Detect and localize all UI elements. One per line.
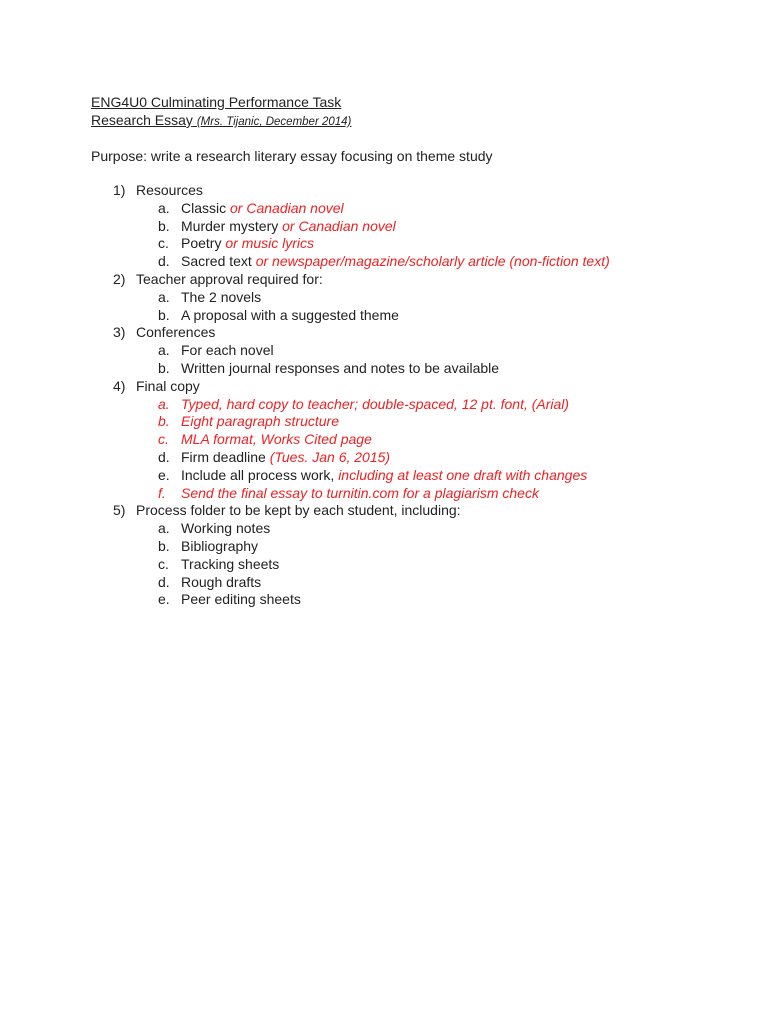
item-number: 1) (113, 182, 126, 198)
essay-title: Research Essay (91, 112, 193, 128)
outline-subitem (0, 467, 768, 485)
subitem-plain-text: Classic (181, 199, 231, 216)
item-number: 5) (113, 502, 126, 519)
subitem-plain-text: Sacred text (181, 253, 256, 270)
subitem-text (181, 574, 261, 592)
subitem-letter: d. (158, 253, 170, 270)
outline-item (0, 378, 768, 396)
subitem-revision-text: (Tues. Jan 6, 2015) (269, 448, 391, 465)
item-number: 4) (113, 377, 126, 394)
outline-item (0, 324, 768, 342)
subitem-letter: a. (158, 520, 170, 537)
subitem-revision-text: or Canadian novel (282, 217, 396, 234)
subitem-text (181, 431, 372, 449)
subitem-text (181, 200, 344, 218)
subitem-plain-text: Include all process work, (181, 466, 339, 483)
item-number: 3) (113, 324, 126, 341)
subitem-text (181, 467, 587, 485)
subitem-plain-text: Bibliography (181, 537, 259, 554)
subitem-letter: b. (158, 217, 170, 234)
subitem-text (181, 591, 301, 609)
outline-subitem (0, 307, 768, 325)
essay-note: (Mrs. Tijanic, December 2014) (196, 116, 352, 128)
outline-subitem (0, 342, 768, 360)
subitem-text (181, 360, 499, 378)
item-number: 2) (113, 270, 126, 287)
subitem-plain-text: Written journal responses and notes to be available (181, 359, 500, 376)
subitem-text (181, 396, 569, 414)
subitem-text (181, 449, 390, 467)
subitem-letter: f. (158, 484, 166, 501)
subitem-plain-text: For each novel (181, 342, 274, 359)
subitem-letter: e. (158, 466, 170, 483)
item-text: Resources (136, 182, 203, 198)
outline-subitem (0, 413, 768, 431)
subitem-letter: e. (158, 591, 170, 608)
subitem-letter: b. (158, 537, 170, 554)
subitem-revision-text: MLA format, Works Cited page (181, 431, 372, 448)
outline-subitem (0, 556, 768, 574)
outline-subitem (0, 520, 768, 538)
outline-item (0, 182, 768, 200)
outline-item (0, 502, 768, 520)
outline-subitem (0, 200, 768, 218)
outline-subitem (0, 360, 768, 378)
subitem-text (181, 253, 610, 271)
subitem-letter: a. (158, 395, 170, 412)
outline-subitem (0, 485, 768, 503)
outline-subitem (0, 235, 768, 253)
outline-item (0, 271, 768, 289)
subitem-text (181, 307, 399, 325)
subitem-plain-text: Working notes (181, 520, 271, 537)
item-text: Process folder to be kept by each student, including: (136, 502, 461, 519)
subitem-plain-text: Peer editing sheets (181, 591, 301, 608)
course-title: ENG4U0 Culminating Performance Task (91, 94, 342, 110)
outline-subitem (0, 431, 768, 449)
subitem-letter: b. (158, 359, 170, 376)
outline-subitem (0, 289, 768, 307)
subitem-revision-text: or music lyrics (225, 235, 315, 252)
outline-subitem (0, 396, 768, 414)
subitem-letter: c. (158, 235, 169, 252)
subitem-plain-text: The 2 novels (181, 288, 262, 305)
item-text: Teacher approval required for: (136, 270, 323, 287)
outline-subitem (0, 591, 768, 609)
outline-subitem (0, 253, 768, 271)
outline-subitem (0, 218, 768, 236)
subitem-letter: d. (158, 573, 170, 590)
subitem-text (181, 342, 274, 360)
subitem-text (181, 218, 396, 236)
outline-subitem (0, 538, 768, 556)
outline-subitem (0, 574, 768, 592)
subitem-letter: a. (158, 342, 170, 359)
subitem-letter: b. (158, 306, 170, 323)
subitem-text (181, 538, 258, 556)
subitem-revision-text: Send the final essay to turnitin.com for a plagiarism check (181, 484, 539, 501)
subitem-text (181, 485, 539, 503)
subitem-revision-text: Eight paragraph structure (181, 413, 339, 430)
subitem-revision-text: or Canadian novel (230, 199, 344, 216)
subitem-plain-text: Murder mystery (181, 217, 283, 234)
item-text: Conferences (136, 324, 216, 341)
subitem-letter: c. (158, 431, 169, 448)
subitem-text (181, 556, 279, 574)
subitem-letter: b. (158, 413, 170, 430)
subitem-text (181, 289, 261, 307)
item-text: Final copy (136, 377, 200, 394)
purpose-statement: Purpose: write a research literary essay focusing on theme study (91, 148, 493, 164)
subitem-text (181, 520, 270, 538)
subitem-plain-text: Tracking sheets (181, 555, 280, 572)
subitem-text (181, 235, 314, 253)
outline-subitem (0, 449, 768, 467)
subitem-revision-text: Typed, hard copy to teacher; double-spaced, 12 pt. font, (Arial) (181, 395, 570, 412)
subitem-revision-text: including at least one draft with changes (338, 466, 588, 483)
subitem-letter: a. (158, 288, 170, 305)
subitem-text (181, 413, 339, 431)
subitem-letter: d. (158, 448, 170, 465)
title-block (91, 93, 351, 131)
subitem-plain-text: A proposal with a suggested theme (181, 306, 399, 323)
subitem-revision-text: or newspaper/magazine/scholarly article (non-fiction text) (255, 253, 610, 270)
subitem-plain-text: Firm deadline (181, 448, 270, 465)
subitem-letter: a. (158, 199, 170, 216)
subitem-letter: c. (158, 555, 169, 572)
essay-title-line (91, 111, 351, 131)
subitem-plain-text: Rough drafts (181, 573, 262, 590)
subitem-plain-text: Poetry (181, 235, 226, 252)
task-outline (0, 182, 768, 609)
